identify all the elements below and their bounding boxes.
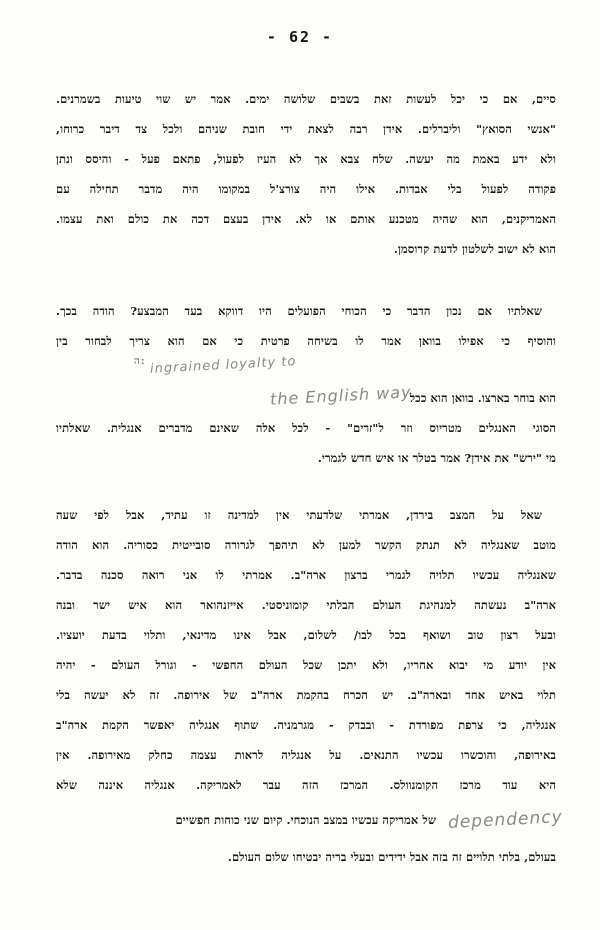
paragraph-3 bbox=[56, 413, 556, 473]
text-line: פקודה לפעול בלי אבדות. אילו היה צורצ'ל במקומו היה מדבר תחילה עם bbox=[56, 182, 556, 196]
paragraph-4 bbox=[56, 500, 556, 800]
text-line: של אמריקה עכשיו במצב הנוכחי. קיום שני כוחות חפשיים bbox=[175, 813, 436, 827]
text-line: ולא ידע באמת מה יעשה. שלח צבא אך לא העיז לפעול, פתאם פעל - והיסס ונתן bbox=[56, 152, 556, 166]
text-line: באירופה, והוכשרו עכשיו התנאים. על אנגליה לראות עצמה כחלק מאירופה. אין bbox=[56, 748, 556, 762]
text-line: אין יודע מי יבוא אחריו, ולא יתכן שכל העולם החפשי - וגורל העולם - יהיה bbox=[56, 658, 556, 672]
text-line: הסוגי האנגלים מטריוס וזר ל"זרים" - לכל אלה שאינם מדברים אנגלית. שאלתיו bbox=[56, 421, 556, 435]
text-line: והוסיף כי אפילו בוואן אמר לו בשיחה פרטית כי אם הוא צריך לבחור בין bbox=[56, 334, 556, 348]
text-line: מי "ירש" את אידן? אמר בטלר או איש חדש לגמרי. bbox=[317, 451, 556, 465]
paragraph-4-end bbox=[56, 842, 556, 872]
text-line: ובעל רצון טוב ושואף בכל לבו/ לשלום, אבל אינו מדינאי, ותלוי בדעת יועציו. bbox=[56, 628, 556, 642]
text-line: שאנגליה עכשיו תלויה לגמרי ברצון ארה"ב. אמרתי לו אני רואה סכנה בדבר. bbox=[56, 568, 556, 582]
paragraph-4-margin-line bbox=[56, 805, 436, 835]
text-line: שאלתיו אם נכון הדבר כי הכוחי הפועלים היו דווקא בעד המבצע? הודה בכך. bbox=[56, 304, 542, 318]
text-line: היא עוד מרכז הקומנוולס. המרכז הזה עבר לאמריקה. אנגליה איננה שלא bbox=[56, 778, 556, 792]
text-line: הוא בוחר בארצו. בוואן הוא ככל bbox=[409, 391, 556, 405]
handwritten-margin-note: dependency bbox=[447, 807, 564, 833]
text-line: תלוי באיש אחד ובארה"ב. יש הכרח בהקמת ארה"ב של אירופה. זה לא יעשה בלי bbox=[56, 688, 556, 702]
text-line: האמריקנים, הוא שהיה מטכנע אותם או לא. אידן בעצם דכה את כולם ואת עצמו. bbox=[56, 212, 556, 226]
paragraph-3-first-line bbox=[300, 383, 556, 413]
insertion-mark: ה: bbox=[134, 356, 146, 367]
text-line: שאל על המצב בירדן, אמרתי שלדעתי אין למדינה זו עתיד, אבל לפי שעה bbox=[56, 508, 542, 522]
paragraph-1 bbox=[56, 84, 556, 264]
text-line: ארה"ב נעשתה למנהיגת העולם הבלתי קומוניסטי. אייזנהואר הוא איש ישר ובנה bbox=[56, 598, 556, 612]
text-line: מוטב שאנגליה לא תנתק הקשר למען לא תיהפך לגרורה סובייטית כסוריה. הוא הודה bbox=[56, 538, 556, 552]
handwritten-insertion-2: the English way bbox=[269, 382, 412, 409]
page-number: - 62 - bbox=[266, 28, 334, 46]
text-line: אנגליה, כי צרפת מפורדת - ובבדק - מגרמניה. שתוף אנגליה יאפשר הקמת ארה"ב bbox=[56, 718, 556, 732]
handwritten-insertion-1: ingrained loyalty to bbox=[149, 354, 297, 377]
text-line: בעולם, בלתי תלויים זה בזה אבל ידידים ובעלי בריה יבטיחו שלום העולם. bbox=[227, 850, 556, 864]
paragraph-2 bbox=[56, 296, 556, 356]
text-line: "אנשי הסואץ" וליברלים. אידן רבה לצאת ידי חובת שניהם ולכל צד דיבר כרוחו, bbox=[56, 122, 556, 136]
text-line: הוא לא ישוב לשלטון לדעת קרוסמן. bbox=[393, 242, 556, 256]
text-line: סיים, אם כי יכל לעשות זאת בשבים שלושה ימים. אמר יש שוי טיעות בשמרנים. bbox=[56, 92, 556, 106]
